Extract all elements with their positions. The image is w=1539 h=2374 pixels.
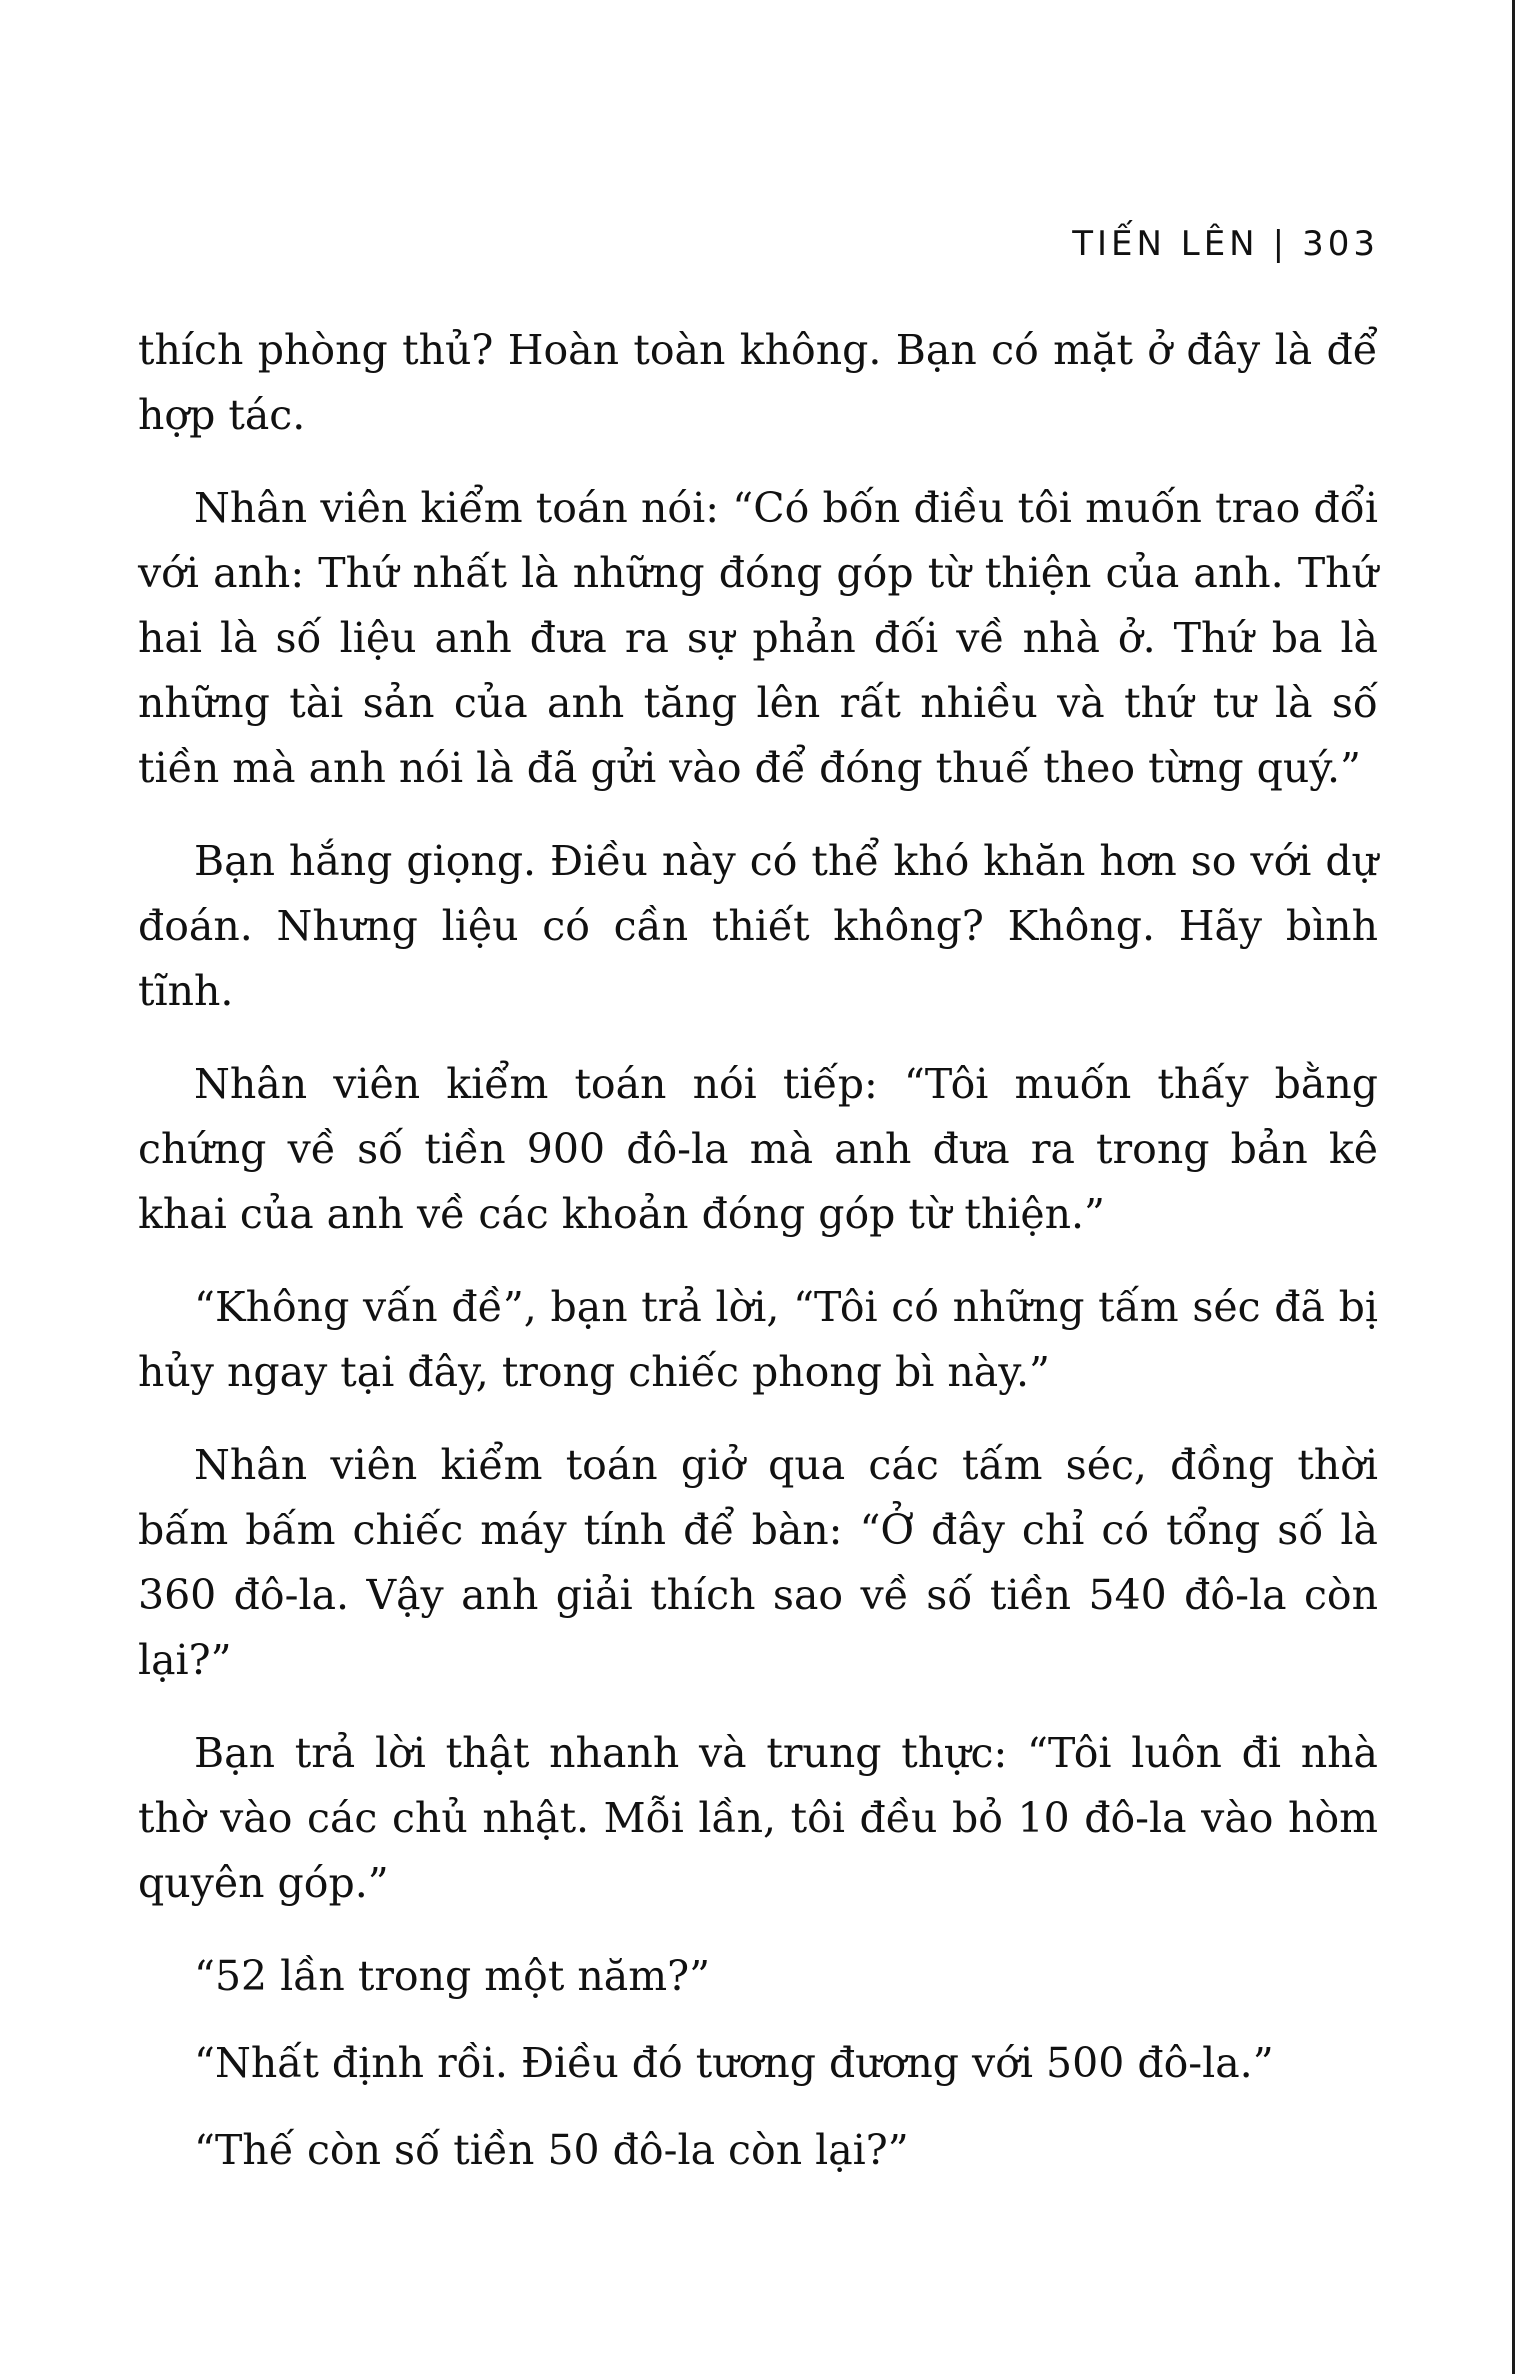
paragraph: Bạn hắng giọng. Điều này có thể khó khăn hơn so với dự đoán. Nhưng liệu có cần thiết không? Không. Hãy bình tĩnh.	[138, 837, 1378, 1015]
paragraph: Nhân viên kiểm toán nói tiếp: “Tôi muốn thấy bằng chứng về số tiền 900 đô-la mà anh đưa ra trong bản kê khai của anh về các khoản đóng góp từ thiện.”	[138, 1060, 1378, 1238]
body-text	[138, 318, 1378, 2205]
paragraph: “Không vấn đề”, bạn trả lời, “Tôi có những tấm séc đã bị hủy ngay tại đây, trong chiếc phong bì này.”	[138, 1283, 1378, 1396]
dialogue-line: “Nhất định rồi. Điều đó tương đương với 500 đô-la.”	[194, 2039, 1274, 2087]
dialogue-line: “52 lần trong một năm?”	[194, 1952, 711, 2000]
paragraph: Nhân viên kiểm toán nói: “Có bốn điều tôi muốn trao đổi với anh: Thứ nhất là những đóng góp từ thiện của anh. Thứ hai là số liệu anh đưa ra sự phản đối về nhà ở. Thứ ba là những tài sản của anh tăng lên rất nhiều và thứ tư là số tiền mà anh nói là đã gửi vào để đóng thuế theo từng quý.”	[138, 484, 1378, 792]
dialogue-line: “Thế còn số tiền 50 đô-la còn lại?”	[194, 2126, 909, 2174]
header-separator: |	[1272, 224, 1289, 264]
page-number: 303	[1302, 224, 1379, 264]
paragraph-continuation: thích phòng thủ? Hoàn toàn không. Bạn có mặt ở đây là để hợp tác.	[138, 326, 1378, 439]
page-edge-line	[1512, 0, 1515, 2374]
paragraph: Nhân viên kiểm toán giở qua các tấm séc, đồng thời bấm bấm chiếc máy tính để bàn: “Ở đây chỉ có tổng số là 360 đô-la. Vậy anh giải thích sao về số tiền 540 đô-la còn lại?”	[138, 1441, 1378, 1684]
running-header	[1072, 224, 1379, 264]
chapter-title: TIẾN LÊN	[1072, 224, 1259, 264]
paragraph: Bạn trả lời thật nhanh và trung thực: “Tôi luôn đi nhà thờ vào các chủ nhật. Mỗi lần, tôi đều bỏ 10 đô-la vào hòm quyên góp.”	[138, 1729, 1378, 1907]
